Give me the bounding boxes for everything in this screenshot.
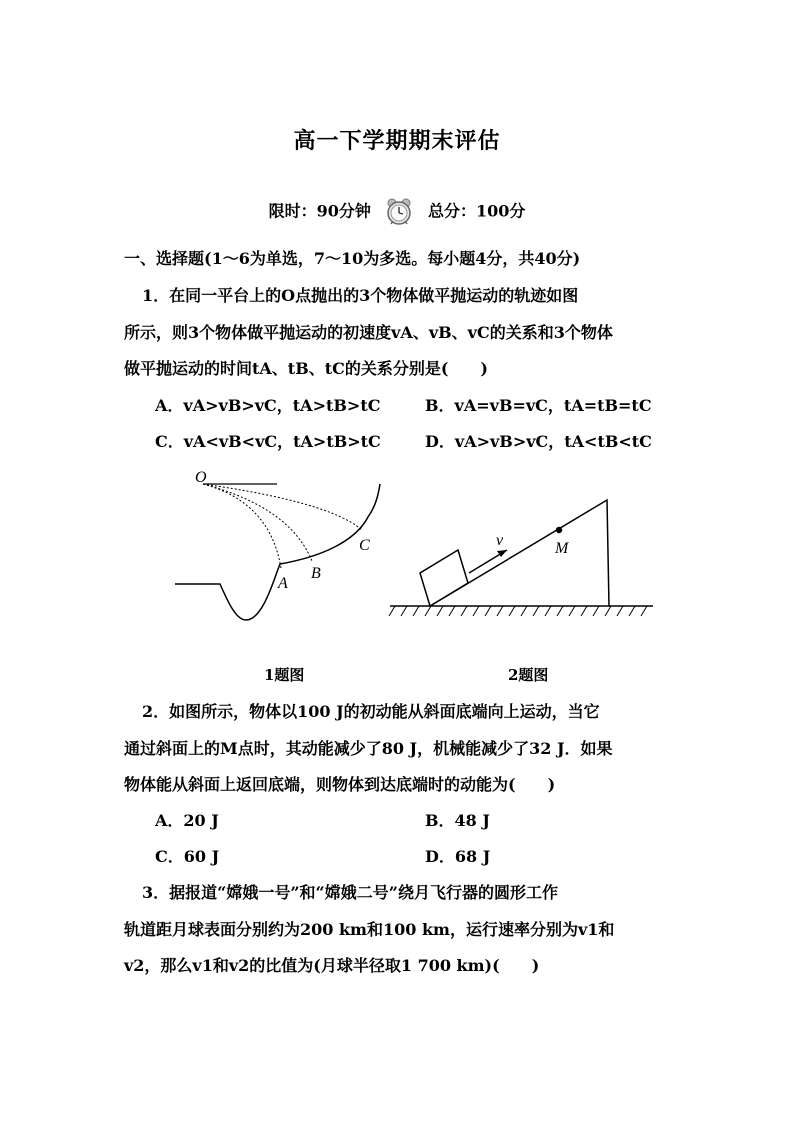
fig2-label-m: M (555, 540, 569, 557)
time-limit: 限时：90分钟 (268, 201, 371, 221)
figure-1-caption: 1题图 (264, 666, 305, 684)
fig2-label-v: v (496, 532, 504, 549)
q2-line3: 物体能从斜面上返回底端，则物体到达底端时的动能为( ) (124, 775, 556, 794)
q1-option-b[interactable]: B．vA=vB=vC，tA=tB=tC (425, 396, 652, 415)
q2-line2: 通过斜面上的M点时，其动能减少了80 J，机械能减少了32 J．如果 (124, 739, 613, 758)
q1-option-d[interactable]: D．vA>vB>vC，tA<tB<tC (425, 432, 652, 451)
q2-option-a[interactable]: A．20 J (155, 811, 219, 830)
q1-line3: 做平抛运动的时间tA、tB、tC的关系分别是( ) (124, 359, 488, 378)
q3-line3: v2，那么v1和v2的比值为(月球半径取1 700 km)( ) (124, 956, 540, 975)
total-score: 总分：100分 (428, 201, 526, 221)
q3-line2: 轨道距月球表面分别约为200 km和100 km，运行速率分别为v1和 (124, 920, 615, 939)
figure-2-caption: 2题图 (508, 666, 549, 684)
q1-line2: 所示，则3个物体做平抛运动的初速度vA、vB、vC的关系和3个物体 (124, 323, 613, 342)
q1-option-c[interactable]: C．vA<vB<vC，tA>tB>tC (155, 432, 381, 451)
q2-option-c[interactable]: C．60 J (155, 847, 220, 866)
section-heading: 一、选择题(1～6为单选，7～10为多选。每小题4分，共40分) (124, 249, 581, 268)
fig1-label-o: O (195, 469, 207, 486)
q2-line1: 2．如图所示，物体以100 J的初动能从斜面底端向上运动，当它 (142, 702, 600, 721)
fig1-label-a: A (278, 575, 288, 592)
fig1-label-b: B (311, 565, 321, 582)
alarm-clock-icon (382, 198, 416, 226)
exam-info (0, 198, 794, 226)
q1-option-a[interactable]: A．vA>vB>vC，tA>tB>tC (155, 396, 381, 415)
figure-2-diagram (385, 490, 660, 625)
q2-option-d[interactable]: D．68 J (425, 847, 491, 866)
q1-line1: 1．在同一平台上的O点抛出的3个物体做平抛运动的轨迹如图 (142, 286, 579, 305)
q2-option-b[interactable]: B．48 J (425, 811, 490, 830)
page-title: 高一下学期期末评估 (293, 128, 501, 154)
q3-line1: 3．据报道“嫦娥一号”和“嫦娥二号”绕月飞行器的圆形工作 (142, 883, 558, 902)
fig1-label-c: C (359, 537, 370, 554)
figure-1-diagram (170, 462, 395, 632)
